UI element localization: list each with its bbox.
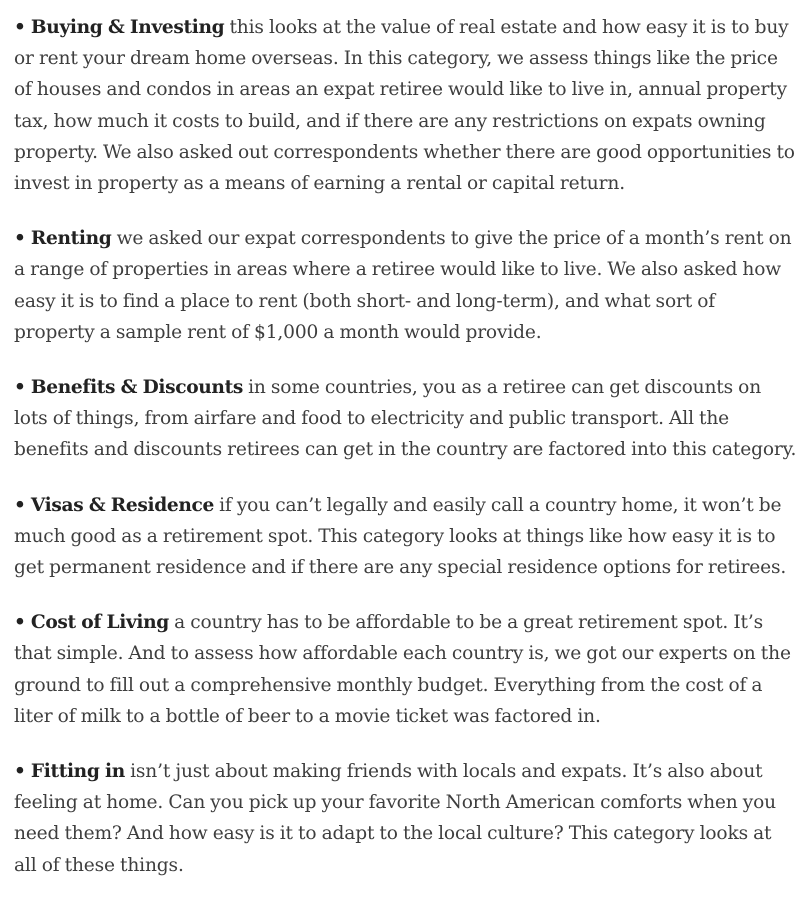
section-title: Cost of Living bbox=[30, 612, 169, 634]
bullet: • bbox=[14, 612, 26, 634]
section-title: Benefits & Discounts bbox=[30, 377, 243, 399]
section-benefits-discounts bbox=[14, 372, 798, 466]
section-visas-residence bbox=[14, 490, 798, 584]
bullet: • bbox=[14, 494, 26, 516]
section-text: isn’t just about making friends with locals and expats. It’s also about feeling at home. Can you pick up your favorite North American comforts when you need them? And how easy is it to adapt to the local culture? This category looks at all of these things. bbox=[14, 761, 776, 876]
section-text: a country has to be affordable to be a great retirement spot. It’s that simple. And to assess how affordable each country is, we got our experts on the ground to fill out a comprehensive monthly budget. Everything from the cost of a liter of milk to a bottle of beer to a movie ticket was factored in. bbox=[14, 612, 791, 727]
section-title: Visas & Residence bbox=[30, 494, 214, 516]
section-fitting-in bbox=[14, 756, 798, 881]
section-text: this looks at the value of real estate and how easy it is to buy or rent your dream home overseas. In this category, we assess things like the price of houses and condos in areas an expat retiree would like to live in, annual property tax, how much it costs to build, and if there are any restrictions on expats owning property. We also asked out correspondents whether there are good opportunities to invest in property as a means of earning a rental or capital return. bbox=[14, 17, 795, 195]
section-title: Buying & Investing bbox=[30, 17, 225, 38]
article-body bbox=[14, 12, 798, 905]
section-renting bbox=[14, 223, 798, 348]
section-buying-investing bbox=[14, 12, 798, 199]
section-cost-of-living bbox=[14, 607, 798, 732]
section-text: we asked our expat correspondents to give the price of a month’s rent on a range of properties in areas where a retiree would like to live. We also asked how easy it is to find a place to rent (both short- and long-term), and what sort of property a sample rent of $1,000 a month would provide. bbox=[14, 228, 792, 343]
bullet: • bbox=[14, 761, 26, 783]
section-text: in some countries, you as a retiree can get discounts on lots of things, from airfare and food to electricity and public transport. All the benefits and discounts retirees can get in the country are factored into this category. bbox=[14, 377, 797, 461]
bullet: • bbox=[14, 17, 26, 38]
section-title: Renting bbox=[30, 228, 112, 250]
bullet: • bbox=[14, 228, 26, 250]
bullet: • bbox=[14, 377, 26, 399]
section-title: Fitting in bbox=[30, 761, 125, 783]
section-text: if you can’t legally and easily call a country home, it won’t be much good as a retirement spot. This category looks at things like how easy it is to get permanent residence and if there are any special residence options for retirees. bbox=[14, 494, 787, 579]
